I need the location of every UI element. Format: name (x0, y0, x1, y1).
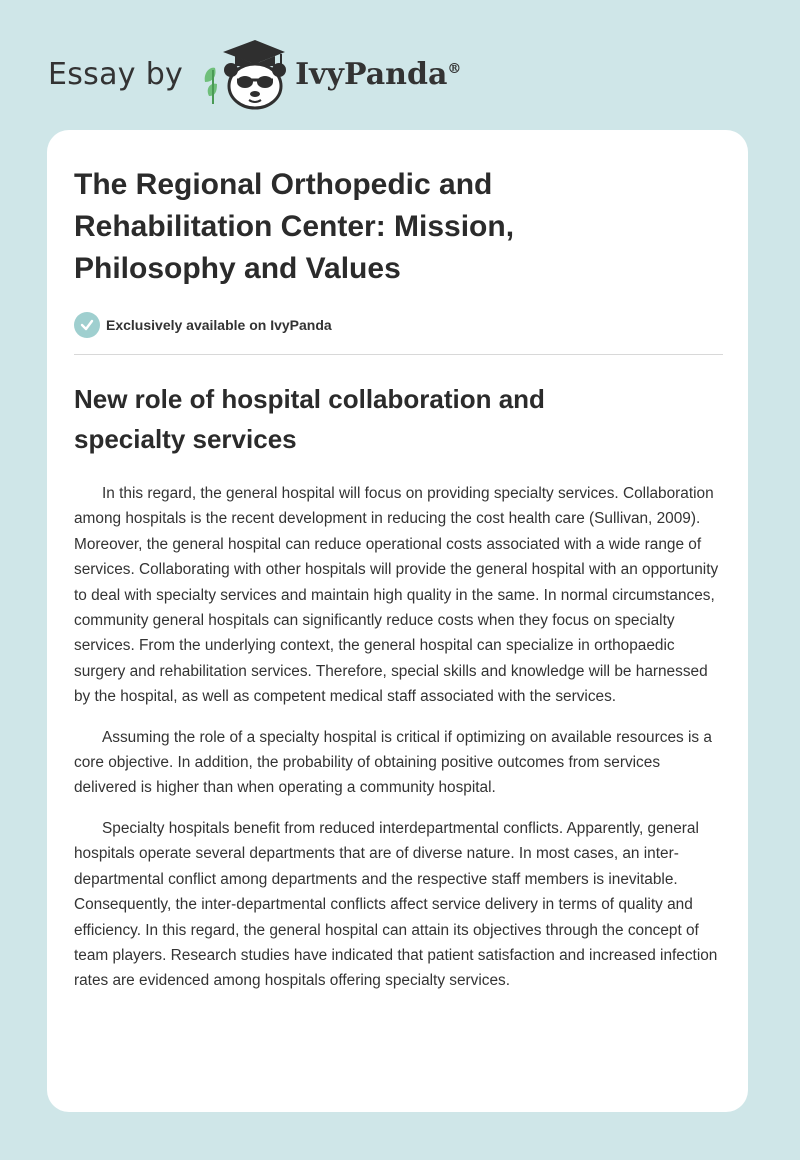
section-heading: New role of hospital collaboration and specialty services (74, 384, 545, 454)
panda-logo-icon[interactable] (201, 36, 287, 112)
site-header (48, 34, 461, 114)
divider (74, 354, 723, 355)
brand-name[interactable]: IvyPanda® (295, 56, 462, 92)
essay-by-label: Essay by (48, 56, 184, 92)
paragraph: Assuming the role of a specialty hospital is critical if optimizing on available resources is a core objective. In addition, the probability of obtaining positive outcomes from services delivered is higher than when operating a community hospital. (74, 728, 712, 797)
paragraph: In this regard, the general hospital will focus on providing specialty services. Collaboration among hospitals is the recent development in reducing the cost health care (Sullivan, 2009). Moreover, the general hospital can reduce operational costs associated with a wide range of services. Collaborating with other hospitals will provide the general hospital with an opportunity to deal with specialty services and maintain high quality in the same. In normal circumstances, community general hospitals can significantly reduce costs when they focus on specialty services. From the underlying context, the general hospital can specialize in orthopaedic surgery and rehabilitation services. Therefore, special skills and knowledge will be harnessed by the hospital, as well as competent medical staff associated with the services. (74, 485, 719, 706)
check-icon (74, 312, 100, 338)
article-body (74, 481, 721, 994)
paragraph: Specialty hospitals benefit from reduced interdepartmental conflicts. Apparently, general hospitals operate several departments that are of diverse nature. In most cases, an inter-departmental conflict among departments and the respective staff members is inevitable. Consequently, the inter-departmental conflicts affect service delivery in terms of quality and efficiency. In this regard, the general hospital can attain its objectives through the concept of team players. Research studies have indicated that patient satisfaction and increased infection rates are evidenced among hospitals offering specialty services. (74, 819, 718, 990)
exclusive-label: Exclusively available on IvyPanda (106, 317, 332, 333)
article-card (47, 130, 748, 1112)
article-title: The Regional Orthopedic and Rehabilitation Center: Mission, Philosophy and Values (74, 168, 515, 285)
exclusive-badge (74, 312, 721, 338)
